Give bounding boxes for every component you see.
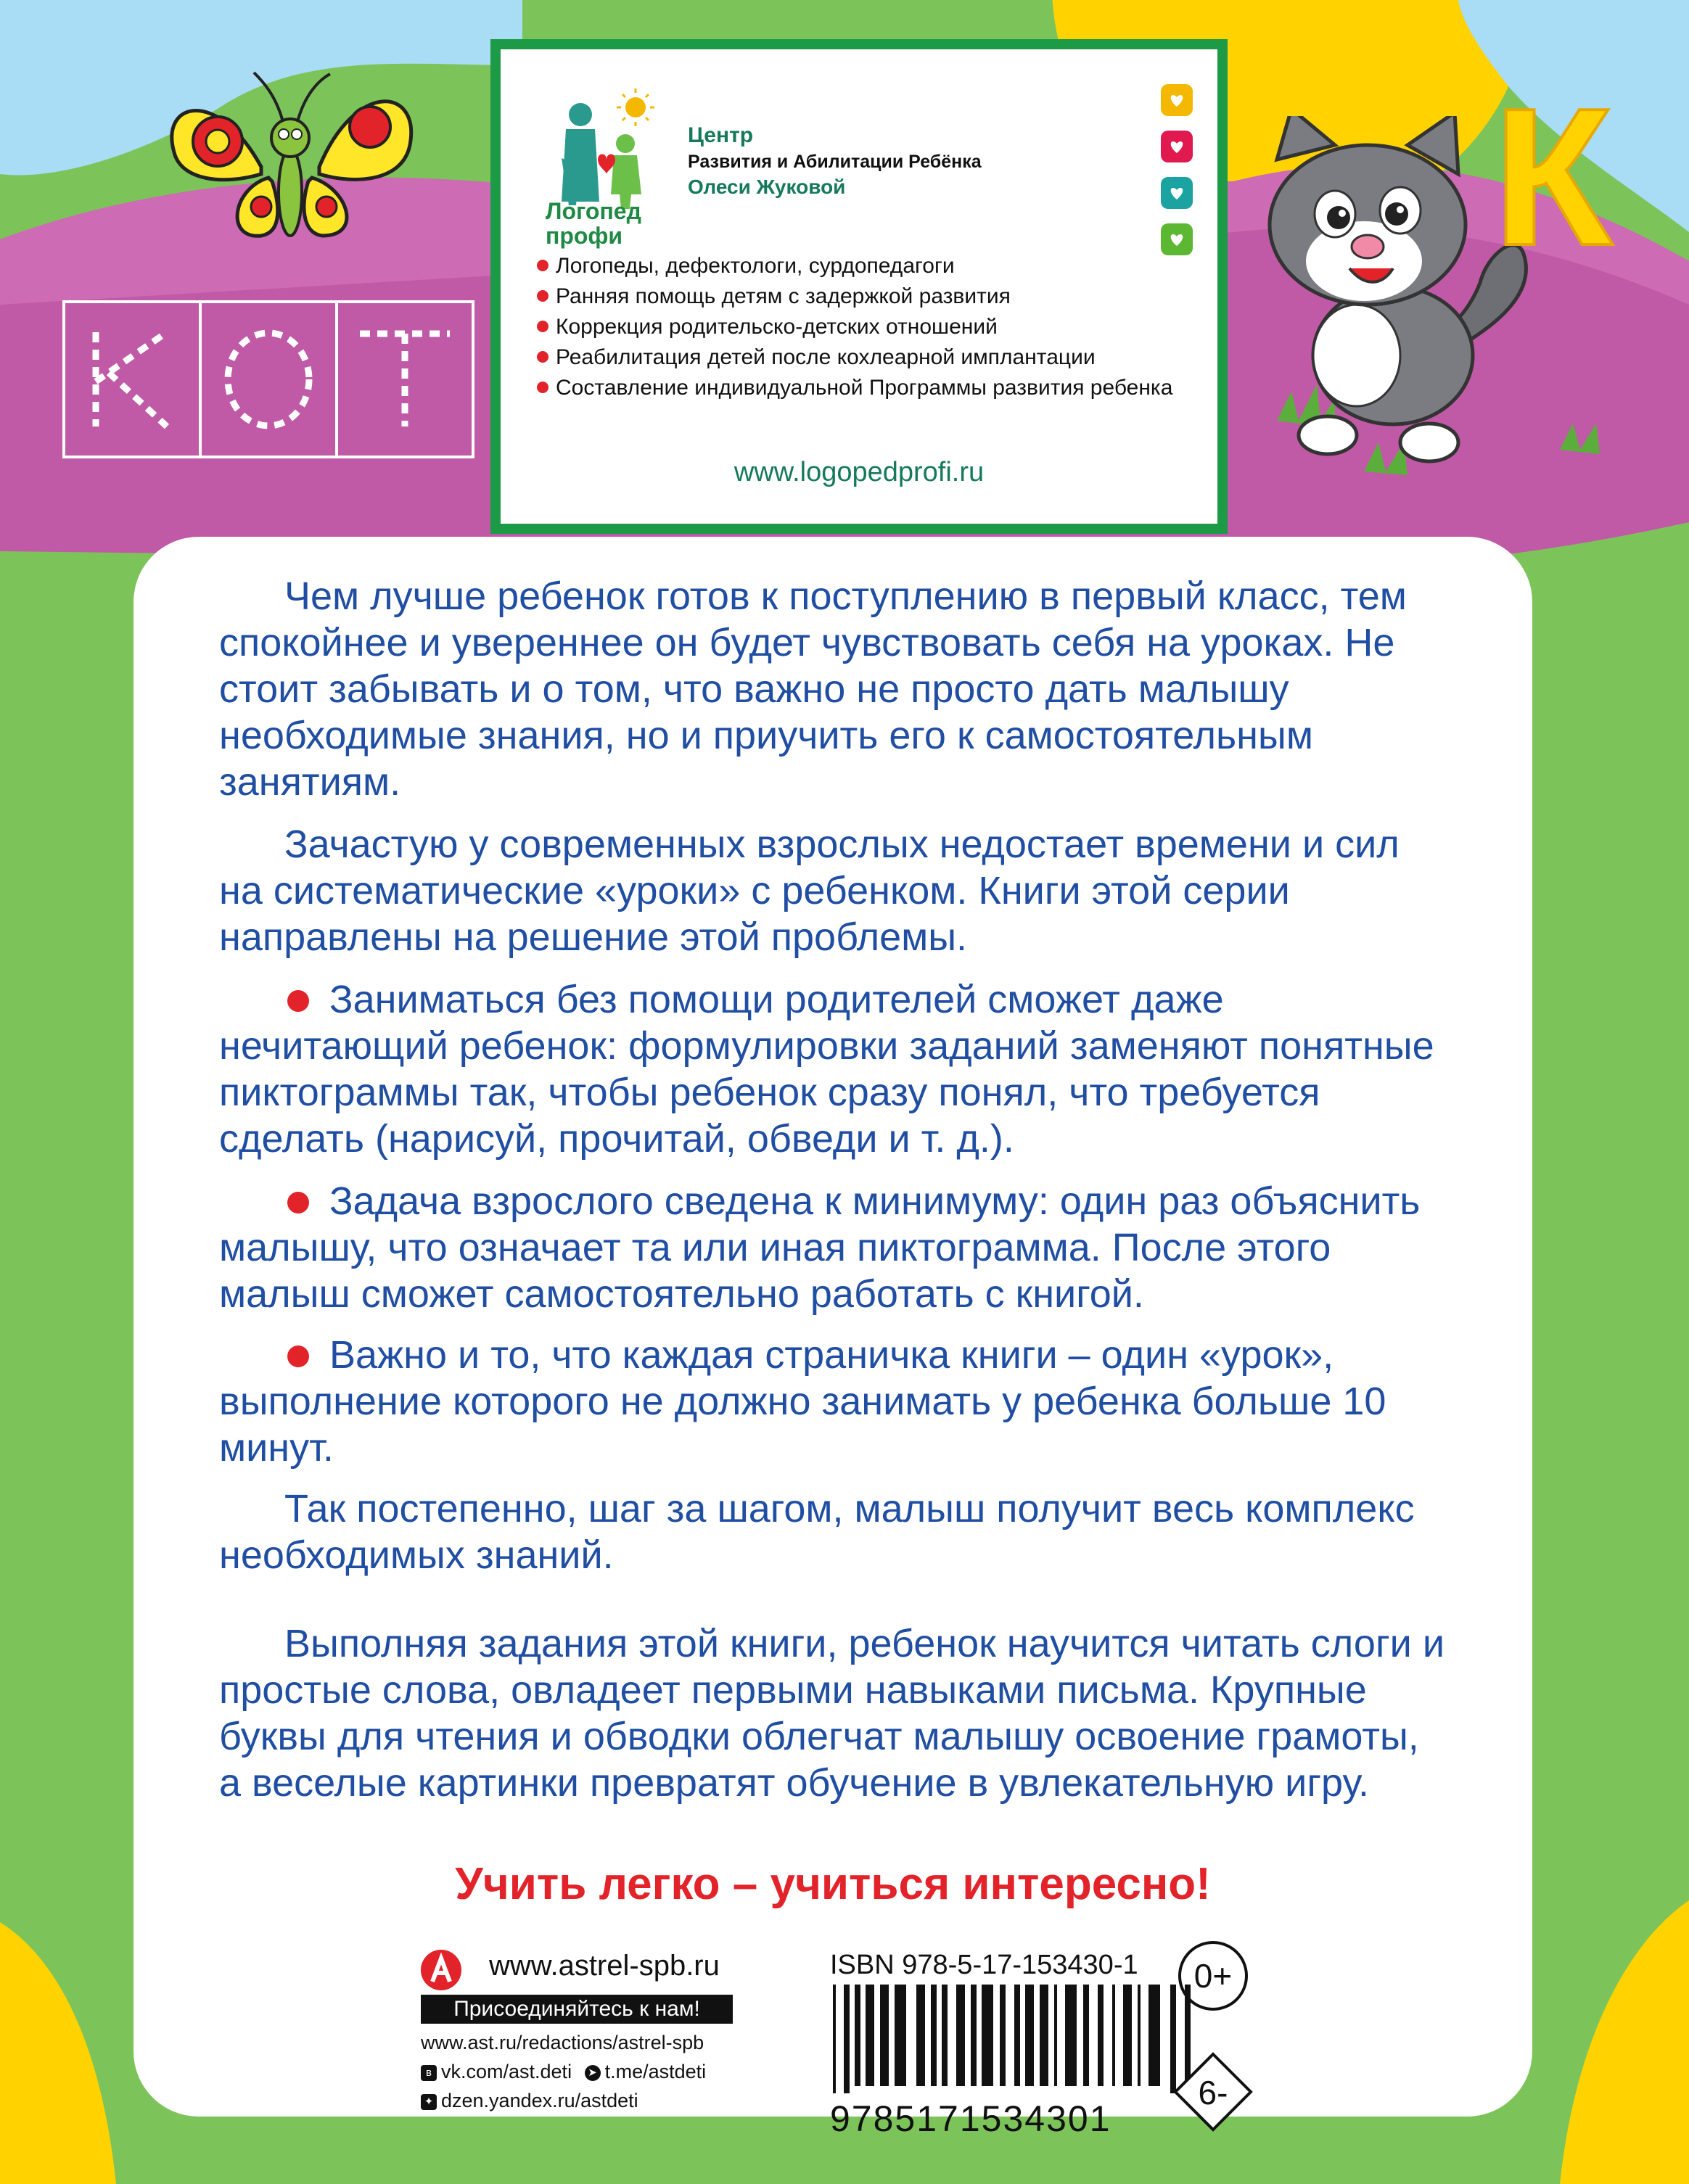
barcode-bar [1138, 1985, 1141, 2086]
heart-icon [1168, 139, 1185, 154]
barcode-bar [833, 1985, 836, 2093]
center-label: Центр [688, 123, 754, 147]
bullet-text: Задача взрослого сведена к минимуму: один раз объяснить малышу, что означает та или иная пиктограмма. После этого малыш сможет самостоятельно работать с книгой. [219, 1179, 1421, 1316]
slogan: Учить легко – учиться интересно! [455, 1859, 1211, 1909]
tracing-letter-o [202, 303, 335, 456]
logoped-ad-panel [490, 39, 1228, 534]
service-item: Коррекция родительско-детских отношений [535, 312, 1217, 342]
barcode-bar [855, 1985, 860, 2086]
astrel-logo-icon [419, 1948, 463, 1992]
barcode-bar [971, 1985, 977, 2086]
logo-wordmark [546, 199, 669, 248]
tracing-letter-box [62, 300, 202, 458]
join-us-banner: Присоединяйтесь к нам! [421, 1995, 733, 2024]
progress-paragraph-text: Так постепенно, шаг за шагом, малыш получит весь комплекс необходимых знаний. [219, 1487, 1415, 1577]
bullet-paragraph [219, 1178, 1445, 1317]
barcode-bar [844, 1985, 850, 2093]
service-item: Реабилитация детей после кохлеарной имплантации [535, 342, 1217, 373]
center-owner: Олеси Жуковой [688, 176, 846, 198]
barcode-bar [880, 1985, 889, 2086]
barcode-bar [1054, 1985, 1057, 2086]
age-rating-badge: 0+ [1178, 1941, 1248, 2011]
heart-icon [1168, 92, 1185, 108]
barcode-bar [1065, 1985, 1077, 2086]
tracing-letter-box [199, 300, 338, 458]
barcode-bar [942, 1985, 948, 2086]
barcode-bar [895, 1985, 906, 2086]
butterfly-illustration [152, 58, 428, 254]
service-item: Составление индивидуальной Программы развития ребенка [535, 373, 1217, 403]
bullet-paragraph [219, 1332, 1445, 1471]
service-item: Логопеды, дефектологи, сурдопедагоги [535, 251, 1217, 281]
dzen-icon: ✦ [421, 2094, 437, 2110]
barcode-bar [931, 1985, 937, 2086]
barcode-bar [1148, 1985, 1160, 2086]
barcode-number: 9785171534301 [830, 2098, 1111, 2139]
barcode-bar [1123, 1985, 1132, 2086]
tracing-letter-box [335, 300, 474, 458]
dzen-link[interactable]: dzen.yandex.ru/astdeti [441, 2090, 638, 2111]
tracing-letter-t [338, 303, 472, 456]
bullet-text: Важно и то, что каждая страничка книги – один «урок», выполнение которого не должно занимать у ребенка больше 10 минут. [219, 1333, 1386, 1470]
age-recommendation: 6- [1198, 2074, 1228, 2111]
logoped-website-link[interactable]: www.logopedprofi.ru [733, 457, 985, 487]
barcode-bar [916, 1985, 925, 2086]
tracing-word [62, 300, 482, 461]
redactions-link[interactable]: www.ast.ru/redactions/astrel-spb [421, 2032, 704, 2053]
barcode-bar [1098, 1985, 1104, 2086]
decorative-letter: К [1492, 68, 1613, 287]
heart-badge-teal [1161, 177, 1193, 209]
logo-wordmark-line1: Логопед [546, 198, 641, 224]
problem-paragraph [219, 821, 1445, 960]
barcode-bar [1040, 1985, 1048, 2086]
center-name: Развития и Абилитации Ребёнка [688, 152, 982, 172]
services-list [535, 251, 1217, 403]
progress-paragraph [219, 1485, 1445, 1578]
telegram-icon: ➤ [585, 2065, 601, 2081]
barcode-bar [866, 1985, 874, 2086]
barcode-bar [1025, 1985, 1034, 2086]
barcode-bar [982, 1985, 993, 2086]
heart-badge-red [1161, 131, 1193, 162]
publisher-website-link[interactable]: www.astrel-spb.ru [489, 1950, 720, 1982]
service-item: Ранняя помощь детям с задержкой развития [535, 281, 1217, 312]
social-row [421, 2059, 706, 2085]
barcode-bar [1000, 1985, 1006, 2086]
dzen-row [421, 2088, 638, 2114]
vk-link[interactable]: vk.com/ast.deti [441, 2061, 572, 2082]
bullet-paragraph [219, 976, 1445, 1162]
barcode-bar [1014, 1985, 1020, 2086]
outcome-paragraph-text: Выполняя задания этой книги, ребенок научится читать слоги и простые слова, овладеет первыми навыками письма. Крупные буквы для чтения и обводки облегчат малышу освоение грамоты, а веселые картинки превратят обучение в увлекательную игру. [219, 1622, 1445, 1805]
logo-wordmark-line2: профи [546, 223, 623, 249]
heart-icon [1168, 185, 1185, 201]
bullet-dot-icon [287, 1192, 309, 1213]
barcode-bar [1083, 1985, 1089, 2086]
barcode-bar [956, 1985, 965, 2086]
outcome-paragraph [219, 1620, 1445, 1806]
heart-icon [1168, 231, 1185, 247]
description-card [133, 537, 1532, 2139]
bullet-dot-icon [287, 1346, 309, 1367]
problem-paragraph-text: Зачастую у современных взрослых недостает времени и сил на систематические «уроки» с ребенком. Книги этой серии направлены на решение этой проблемы. [219, 823, 1400, 959]
barcode-bar [1112, 1985, 1115, 2086]
bullet-dot-icon [287, 990, 309, 1012]
intro-paragraph [219, 573, 1445, 805]
bullet-text: Заниматься без помощи родителей сможет даже нечитающий ребенок: формулировки заданий заменяют понятные пиктограммы так, чтобы ребенок сразу понял, что требуется сделать (нарисуй, прочитай, обведи и т. д.). [219, 978, 1434, 1161]
intro-paragraph-text: Чем лучше ребенок готов к поступлению в первый класс, тем спокойнее и увереннее он будет чувствовать себя на уроках. Не стоит забывать и о том, что важно не просто дать малышу необходимые знания, но и приучить его к самостоятельным занятиям. [219, 574, 1407, 804]
tracing-letter-k [65, 303, 199, 456]
telegram-link[interactable]: t.me/astdeti [604, 2061, 707, 2082]
isbn-number: ISBN 978-5-17-153430-1 [830, 1950, 1138, 1980]
heart-badge-yellow [1161, 84, 1193, 116]
barcode [829, 1985, 1200, 2093]
vk-icon: в [421, 2065, 437, 2081]
